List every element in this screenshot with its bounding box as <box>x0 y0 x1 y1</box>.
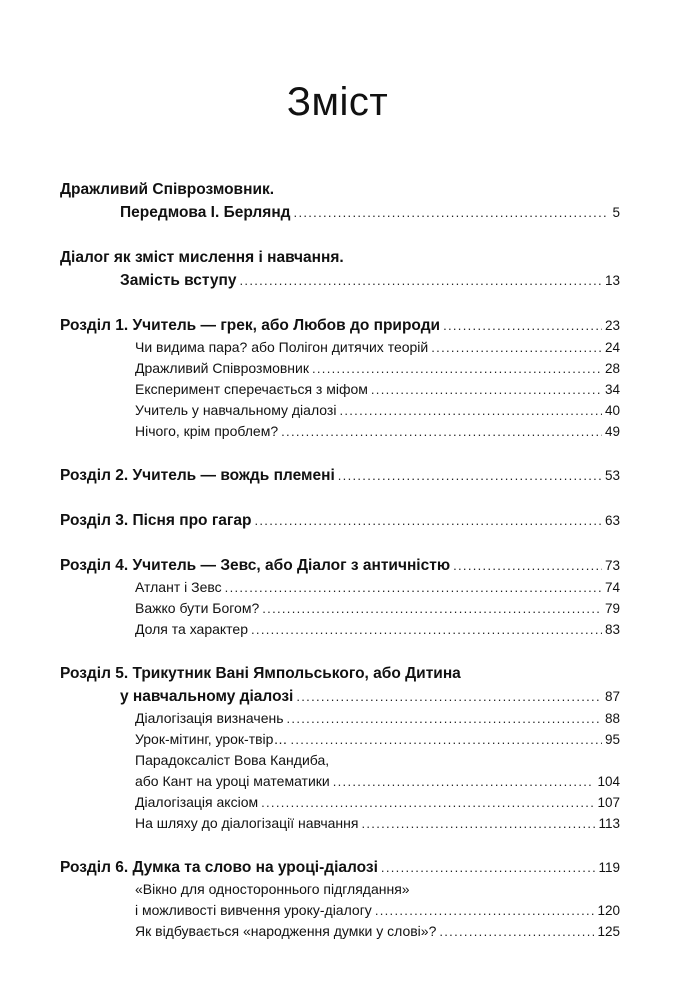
dot-leader <box>296 685 602 708</box>
subsection-title: Чи видима пара? або Полігон дитячих теорій <box>135 339 429 355</box>
toc-entry-line[interactable] <box>60 554 620 577</box>
page-number: 113 <box>598 816 620 831</box>
subsection-title: Експеримент сперечається з міфом <box>135 381 368 397</box>
toc-entry-line[interactable] <box>60 662 620 685</box>
page-number: 34 <box>604 382 620 397</box>
toc-subentry-line[interactable] <box>60 771 620 792</box>
toc-entry <box>60 178 620 224</box>
page-number: 87 <box>604 689 620 704</box>
dot-leader <box>361 813 595 834</box>
dot-leader <box>431 337 602 358</box>
page-number: 74 <box>604 580 620 595</box>
subsection-title: Парадоксаліст Вова Кандиба, <box>135 752 330 768</box>
toc-subentry-line[interactable] <box>60 792 620 813</box>
dot-leader <box>262 598 602 619</box>
page-title: Зміст <box>286 80 389 124</box>
section-title: Діалог як зміст мислення і навчання. <box>60 249 344 266</box>
section-title: Розділ 4. Учитель — Зевс, або Діалог з античністю <box>60 557 451 574</box>
subsection-title: або Кант на уроці математики <box>135 773 330 789</box>
page-number: 28 <box>604 361 620 376</box>
toc-entry <box>60 662 620 834</box>
page-number: 83 <box>604 622 620 637</box>
dot-leader <box>339 400 602 421</box>
toc-entry <box>60 464 620 487</box>
toc-entry <box>60 509 620 532</box>
toc-subentry-line[interactable] <box>60 921 620 942</box>
toc-entry-line[interactable] <box>60 178 620 201</box>
dot-leader <box>381 856 596 879</box>
subsection-title: і можливості вивчення уроку-діалогу <box>135 902 372 918</box>
section-title: Розділ 5. Трикутник Вані Ямпольського, або Дитина <box>60 665 461 682</box>
subsection-title: Доля та характер <box>135 621 248 637</box>
subsection-title: Діалогізація визначень <box>135 710 284 726</box>
section-title: у навчальному діалозі <box>120 688 294 705</box>
dot-leader <box>287 708 602 729</box>
dot-leader <box>439 921 594 942</box>
toc-entry-line[interactable] <box>60 246 620 269</box>
dot-leader <box>254 509 602 532</box>
page-number: 24 <box>604 340 620 355</box>
toc-subentry-line[interactable] <box>60 358 620 379</box>
page-number: 73 <box>604 558 620 573</box>
toc-entry-line[interactable] <box>60 269 620 292</box>
dot-leader <box>251 619 602 640</box>
toc-entry-line[interactable] <box>60 201 620 224</box>
toc-entry <box>60 554 620 640</box>
subsection-title: Нічого, крім проблем? <box>135 423 279 439</box>
dot-leader <box>453 554 602 577</box>
dot-leader <box>338 464 602 487</box>
page-number: 13 <box>604 273 620 288</box>
toc-entry-line[interactable] <box>60 314 620 337</box>
toc-subentry-line[interactable] <box>60 813 620 834</box>
toc-subentry-line[interactable] <box>60 729 620 750</box>
subsection-title: Дражливий Співрозмовник <box>135 360 309 376</box>
page-number: 5 <box>612 205 620 220</box>
toc-entry-line[interactable] <box>60 509 620 532</box>
subsection-title: Учитель у навчальному діалозі <box>135 402 337 418</box>
dot-leader <box>312 358 602 379</box>
page-number: 40 <box>604 403 620 418</box>
page-number: 23 <box>604 318 620 333</box>
dot-leader <box>375 900 595 921</box>
toc-subentry-line[interactable] <box>60 879 620 900</box>
toc-subentry-line[interactable] <box>60 708 620 729</box>
toc-entry <box>60 314 620 442</box>
section-title: Замість вступу <box>120 272 237 289</box>
section-title: Передмова І. Берлянд <box>120 204 291 221</box>
subsection-title: Важко бути Богом? <box>135 600 260 616</box>
toc-subentry-line[interactable] <box>60 750 620 771</box>
page-number: 49 <box>604 424 620 439</box>
toc-subentry-line[interactable] <box>60 619 620 640</box>
dot-leader <box>333 771 595 792</box>
toc-subentry-line[interactable] <box>60 598 620 619</box>
page-number: 63 <box>604 513 620 528</box>
dot-leader <box>290 729 602 750</box>
dot-leader <box>371 379 602 400</box>
toc-entry-line[interactable] <box>60 685 620 708</box>
subsection-title: Атлант і Зевс <box>135 579 222 595</box>
page-number: 119 <box>598 860 620 875</box>
subsection-title: Урок-мітинг, урок-твір… <box>135 731 288 747</box>
page-number: 104 <box>597 774 620 789</box>
toc-subentry-line[interactable] <box>60 577 620 598</box>
subsection-title: «Вікно для одностороннього підглядання» <box>135 881 410 897</box>
section-title: Розділ 1. Учитель — грек, або Любов до природи <box>60 317 441 334</box>
table-of-contents <box>60 178 620 964</box>
toc-subentry-line[interactable] <box>60 337 620 358</box>
section-title: Розділ 6. Думка та слово на уроці-діалозі <box>60 859 378 876</box>
page-number: 95 <box>604 732 620 747</box>
subsection-title: Як відбувається «народження думки у слові»? <box>135 923 437 939</box>
dot-leader <box>225 577 602 598</box>
dot-leader <box>281 421 602 442</box>
section-title: Розділ 3. Пісня про гагар <box>60 512 252 529</box>
toc-subentry-line[interactable] <box>60 400 620 421</box>
section-title: Дражливий Співрозмовник. <box>60 181 275 198</box>
page-number: 120 <box>597 903 620 918</box>
toc-entry <box>60 856 620 942</box>
subsection-title: На шляху до діалогізації навчання <box>135 815 359 831</box>
dot-leader <box>261 792 594 813</box>
toc-subentry-line[interactable] <box>60 900 620 921</box>
toc-subentry-line[interactable] <box>60 421 620 442</box>
page-number: 53 <box>604 468 620 483</box>
page-number: 88 <box>604 711 620 726</box>
toc-entry <box>60 246 620 292</box>
dot-leader <box>294 201 610 224</box>
dot-leader <box>240 269 602 292</box>
page-number: 125 <box>597 924 620 939</box>
toc-subentry-line[interactable] <box>60 379 620 400</box>
page-number: 79 <box>604 601 620 616</box>
page-number: 107 <box>597 795 620 810</box>
toc-entry-line[interactable] <box>60 856 620 879</box>
subsection-title: Діалогізація аксіом <box>135 794 259 810</box>
toc-entry-line[interactable] <box>60 464 620 487</box>
section-title: Розділ 2. Учитель — вождь племені <box>60 467 335 484</box>
dot-leader <box>443 314 602 337</box>
